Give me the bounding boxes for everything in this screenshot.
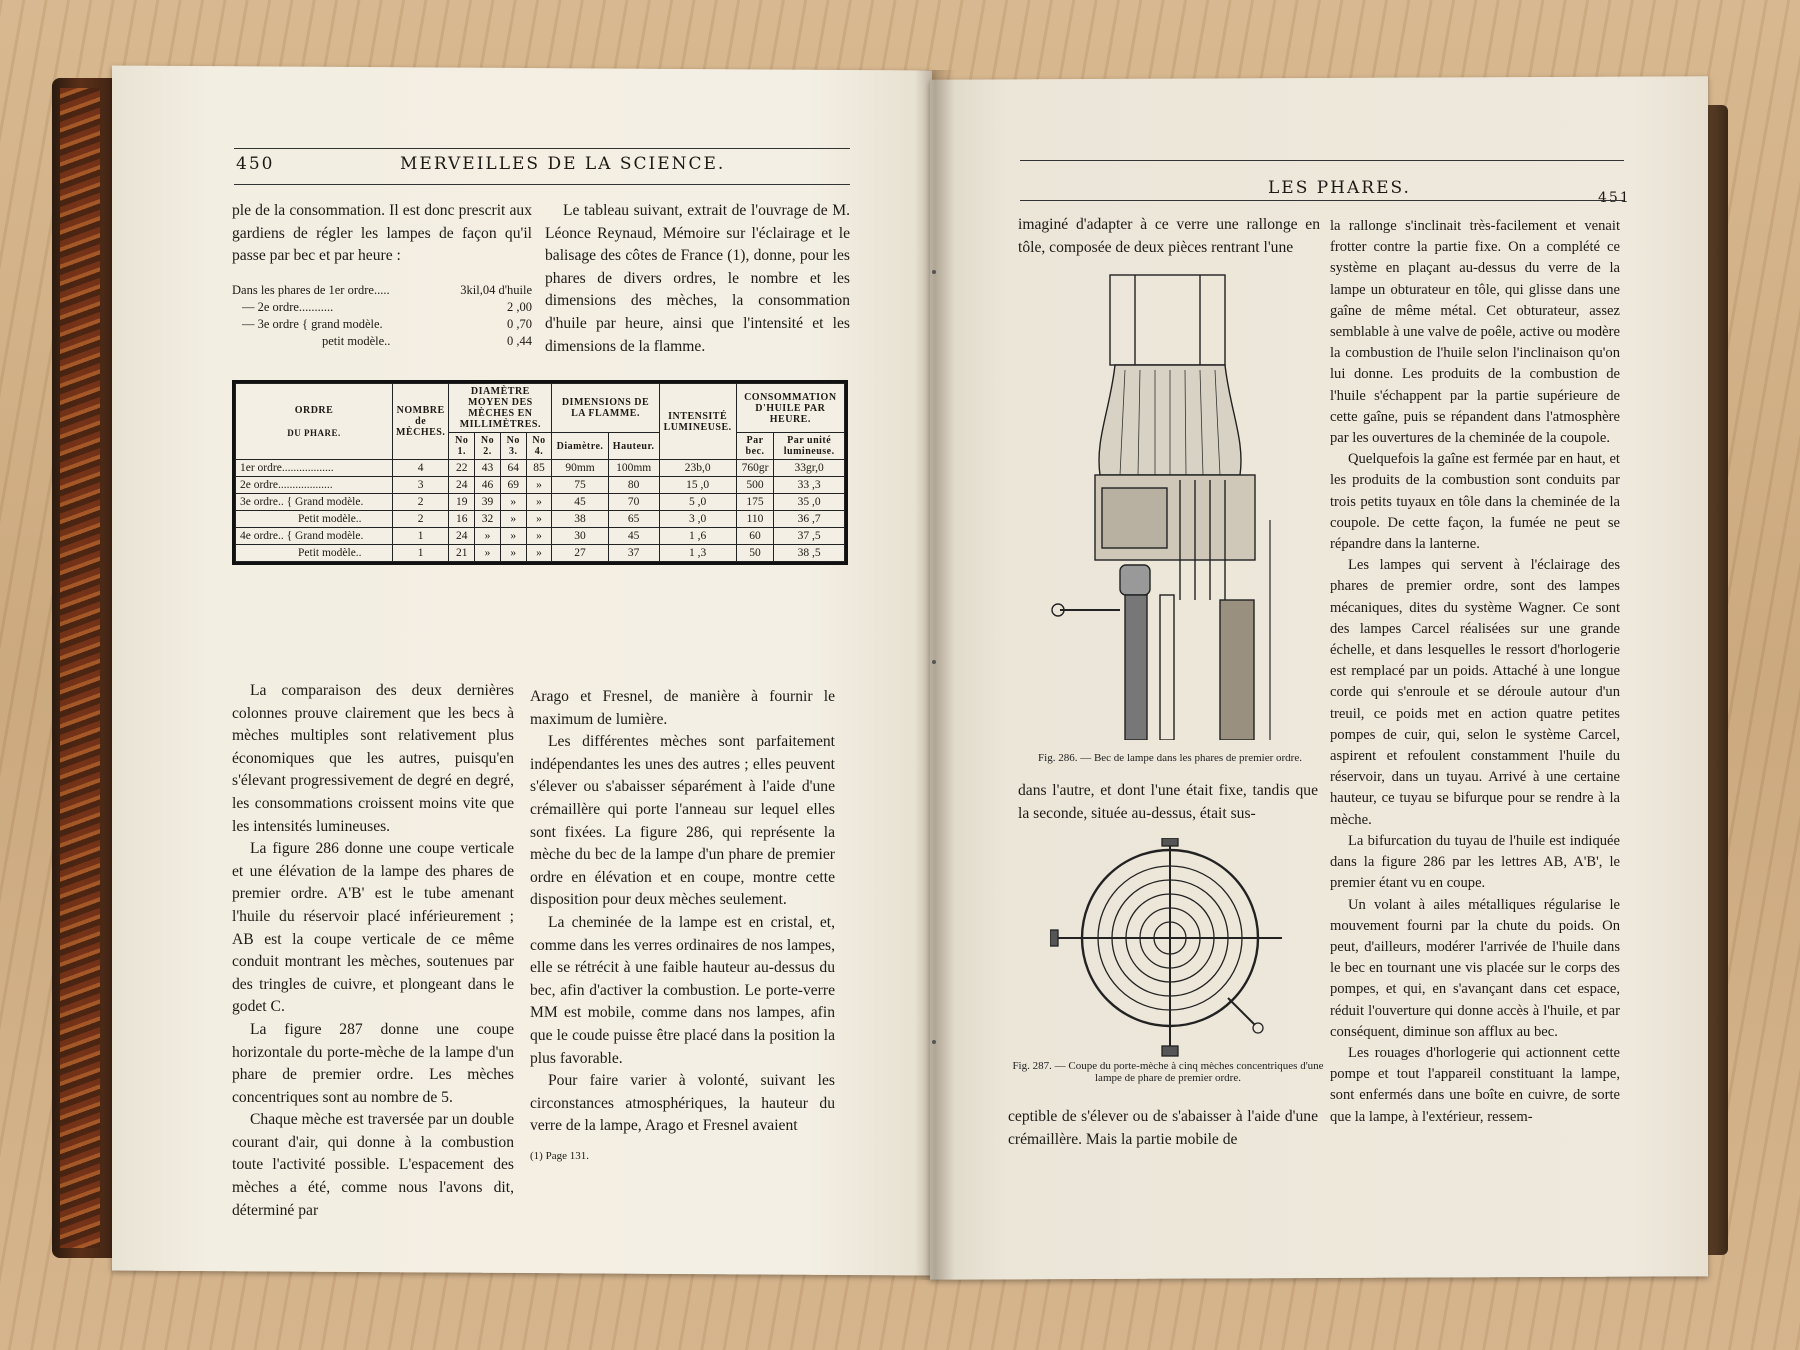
cell-hau: 65 [608, 511, 659, 528]
paragraph: dans l'autre, et dont l'une était fixe, tandis que la seconde, située au-dessus, était sus- [1018, 782, 1318, 822]
paragraph: ceptible de s'élever ou de s'abaisser à l'aide d'une crémaillère. Mais la partie mobile de [1008, 1108, 1318, 1148]
cell-unit: 33gr,0 [774, 460, 845, 477]
cell-d3: 69 [500, 477, 526, 494]
paragraph: Arago et Fresnel, de manière à fournir le maximum de lumière. [530, 688, 835, 728]
consumption-item: petit modèle.. 0 ,44 [322, 333, 532, 348]
row-label: 1er ordre.................. [236, 460, 393, 477]
cell-d4: » [526, 545, 552, 562]
binding-stitch [932, 660, 936, 664]
cell-d3: » [500, 494, 526, 511]
binding-stitch [932, 270, 936, 274]
row-label: 4e ordre.. { Grand modèle. [236, 528, 393, 545]
cell-d4: » [526, 528, 552, 545]
consumption-item: — 2e ordre........... 2 ,00 [242, 299, 532, 314]
cell-n: 4 [393, 460, 449, 477]
table-row [236, 460, 845, 477]
right-running-head: LES PHARES. [1268, 178, 1411, 198]
cell-hau: 70 [608, 494, 659, 511]
cell-int: 1 ,6 [659, 528, 736, 545]
cell-d1: 24 [449, 477, 475, 494]
consumption-item: — 3e ordre { grand modèle. 0 ,70 [242, 316, 532, 331]
cell-n: 1 [393, 528, 449, 545]
right-col-a-mid [1018, 780, 1318, 825]
paragraph: La cheminée de la lampe est en cristal, et, comme dans les verres ordinaires de nos lampes, elle se rétrécit à une faible hauteur au-dessus du bec, afin d'activer la combustion. Le porte-verre MM est mobile, comme dans nos lampes, afin que le coude puisse être placé dans la position la plus favorable. [530, 913, 835, 1067]
table-intro-paragraph: Le tableau suivant, extrait de l'ouvrage de M. Léonce Reynaud, Mémoire sur l'éclairage et le balisage des côtes de France (1), donne, pour les phares de divers ordres, le nombre et les dimensions des mèches, la consommation d'huile par heure, ainsi que l'intensité et les dimensions de la flamme. [545, 202, 850, 355]
right-head-rule-top [1020, 160, 1624, 161]
cell-dia: 38 [552, 511, 608, 528]
cell-int: 3 ,0 [659, 511, 736, 528]
cell-unit: 35 ,0 [774, 494, 845, 511]
col-head-parbec: Par bec. [736, 433, 774, 460]
cell-n: 3 [393, 477, 449, 494]
paragraph: Un volant à ailes métalliques régularise le mouvement fourni par la chute du poids. On peut, d'ailleurs, modérer l'arrivée de l'huile dans le bec en tournant une vis placée sur le corps des pompes, et qui, en s'avançant dans cet espace, réduit l'ouverture qui donne accès à l'huile, et par conséquent, diminue son afflux au bec. [1330, 896, 1620, 1040]
cell-bec: 50 [736, 545, 774, 562]
paragraph: Quelquefois la gaîne est fermée par en haut, et les produits de la combustion sont conduits par trois petits tuyaux en tôle dans la cheminée de la coupole. De cette façon, la fumée ne peut se répandre dans la lanterne. [1330, 451, 1620, 553]
paragraph: La comparaison des deux dernières colonnes prouve clairement que les becs à mèches multiples sont relativement plus économiques que les autres, puisqu'en s'élevant progressivement de degré en degré, les consommations croissent moins vite que les intensités lumineuses. [232, 682, 514, 835]
left-top-col-b [545, 200, 850, 358]
cell-int: 1 ,3 [659, 545, 736, 562]
cell-d4: » [526, 477, 552, 494]
col-head-n4: No 4. [526, 433, 552, 460]
cell-d3: 64 [500, 460, 526, 477]
marbled-edge [60, 88, 100, 1248]
col-head-diametre: DIAMÈTRE MOYEN DES MÈCHES EN MILLIMÈTRES. [449, 384, 552, 433]
cell-d2: 46 [475, 477, 501, 494]
cell-d2: 39 [475, 494, 501, 511]
lamp-data-table [232, 380, 848, 565]
cell-d1: 16 [449, 511, 475, 528]
cell-hau: 37 [608, 545, 659, 562]
figure-287-caption: Fig. 287. — Coupe du porte-mèche à cinq mèches concentriques d'une lampe de phare de premier ordre. [1012, 1060, 1324, 1084]
left-col-b [530, 686, 835, 1165]
cell-unit: 37 ,5 [774, 528, 845, 545]
paragraph: Pour faire varier à volonté, suivant les circonstances atmosphériques, la hauteur du verre de la lampe, Arago et Fresnel avaient [530, 1072, 835, 1135]
cell-hau: 80 [608, 477, 659, 494]
left-running-head: MERVEILLES DE LA SCIENCE. [400, 154, 726, 174]
row-label: Petit modèle.. [236, 511, 393, 528]
cell-dia: 90mm [552, 460, 608, 477]
row-label: 2e ordre................... [236, 477, 393, 494]
binding-stitch [932, 1040, 936, 1044]
left-head-rule-bottom [234, 184, 850, 185]
cell-d1: 24 [449, 528, 475, 545]
table-row [236, 511, 845, 528]
cell-dia: 27 [552, 545, 608, 562]
intro-paragraph: ple de la consommation. Il est donc prescrit aux gardiens de régler les lampes de façon qu'il passe par bec et par heure : [232, 202, 532, 265]
table-row [236, 528, 845, 545]
col-head-haut: Hauteur. [608, 433, 659, 460]
col-head-n3: No 3. [500, 433, 526, 460]
cell-d2: » [475, 528, 501, 545]
figure-286-lamp-burner [1040, 270, 1310, 740]
cell-n: 1 [393, 545, 449, 562]
figure-286-caption: Fig. 286. — Bec de lampe dans les phares de premier ordre. [1038, 752, 1302, 764]
col-head-parunite: Par unité lumineuse. [774, 433, 845, 460]
cell-d2: 32 [475, 511, 501, 528]
paragraph: La figure 287 donne une coupe horizontale du porte-mèche de la lampe d'un phare de premier ordre. Les mèches concentriques sont au nombre de 5. [232, 1020, 514, 1106]
book-gutter [915, 70, 955, 1280]
col-head-consommation: CONSOMMATION D'HUILE PAR HEURE. [736, 384, 844, 433]
cell-n: 2 [393, 511, 449, 528]
col-head-dimensions: DIMENSIONS DE LA FLAMME. [552, 384, 659, 433]
cell-dia: 30 [552, 528, 608, 545]
paragraph: Les lampes qui servent à l'éclairage des phares de premier ordre, sont des lampes mécaniques, dites du système Wagner. Ce sont des lampes Carcel réalisées sur une grande échelle, et dans lesquelles le ressort d'horlogerie est remplacé par un poids. Attaché à une longue corde qui s'enroule et se déroule autour d'un treuil, ce poids met en action quatre petites pompes de cuir, qui, selon le système Carcel, aspirent et refoulent constamment l'huile du réservoir, dans un tuyau. Arrivé à une certaine hauteur, ce tuyau se bifurque pour se rendre à la mèche. [1330, 557, 1620, 828]
cell-bec: 175 [736, 494, 774, 511]
table-row [236, 477, 845, 494]
cell-int: 5 ,0 [659, 494, 736, 511]
right-col-a-bottom [1008, 1106, 1318, 1151]
cell-int: 23b,0 [659, 460, 736, 477]
table-row [236, 494, 845, 511]
left-top-col-a [232, 200, 532, 350]
cell-d4: » [526, 511, 552, 528]
cell-unit: 36 ,7 [774, 511, 845, 528]
cell-unit: 33 ,3 [774, 477, 845, 494]
cell-d1: 19 [449, 494, 475, 511]
right-head-rule-bottom [1020, 200, 1624, 201]
cell-d4: 85 [526, 460, 552, 477]
cell-bec: 60 [736, 528, 774, 545]
paragraph: La bifurcation du tuyau de l'huile est indiquée dans la figure 286 par les lettres AB, A'B', le premier étant vu en coupe. [1330, 832, 1620, 892]
paragraph: Les rouages d'horlogerie qui actionnent cette pompe et tout l'appareil constituant la lampe, sont enfermés dans une boîte en cuivre, de sorte que la lampe, à l'extérieur, ressem- [1330, 1044, 1620, 1125]
left-head-rule-top [234, 148, 850, 149]
paragraph: Les différentes mèches sont parfaitement indépendantes les unes des autres ; elles peuvent s'élever ou s'abaisser séparément à l'aide d'une crémaillère qui porte l'anneau sur lequel elles sont fixées. La figure 286, qui représente la mèche du bec de la lampe d'un phare de premier ordre en élévation et en coupe, montre cette disposition pour deux mèches seulement. [530, 733, 835, 909]
cell-n: 2 [393, 494, 449, 511]
cell-dia: 75 [552, 477, 608, 494]
cell-bec: 110 [736, 511, 774, 528]
cell-d3: » [500, 545, 526, 562]
row-label: 3e ordre.. { Grand modèle. [236, 494, 393, 511]
cell-d1: 22 [449, 460, 475, 477]
cell-d4: » [526, 494, 552, 511]
figure-287-wick-holder [1050, 838, 1290, 1058]
cell-d3: » [500, 528, 526, 545]
cell-bec: 760gr [736, 460, 774, 477]
cell-d1: 21 [449, 545, 475, 562]
consumption-item: Dans les phares de 1er ordre..... 3kil,04 d'huile [232, 282, 532, 297]
left-col-a [232, 680, 514, 1222]
paragraph: La figure 286 donne une coupe verticale et une élévation de la lampe des phares de premier ordre. A'B' est le tube amenant l'huile du réservoir placé inférieurement ; AB est la coupe verticale de ce même conduit montrant les mèches, soutenues par des tringles de cuivre, et plongeant dans le godet C. [232, 840, 514, 1016]
col-head-ordre: ORDRE DU PHARE. [236, 384, 393, 460]
right-page-number: 451 [1598, 190, 1631, 206]
cell-dia: 45 [552, 494, 608, 511]
left-page-number: 450 [236, 154, 275, 174]
footnote: (1) Page 131. [530, 1149, 589, 1162]
col-head-intensite: INTENSITÉ LUMINEUSE. [659, 384, 736, 460]
paragraph: Chaque mèche est traversée par un double courant d'air, qui donne à la combustion toute l'activité possible. L'espacement des mèches a été, comme nous l'avons dit, déterminé par [232, 1111, 514, 1219]
cell-hau: 100mm [608, 460, 659, 477]
paragraph: la rallonge s'inclinait très-facilement et venait frotter contre la partie fixe. On a complété ce système en plaçant au-dessus du verre de la lampe un obturateur en tôle, qui glisse dans une gaîne de même métal. Cet obturateur, assez semblable à une valve de poêle, active ou modère la combustion de l'huile selon l'inclinaison qu'on lui donne. Les produits de la combustion de l'huile s'échappent par la partie supérieure de cette gaîne, puis se répandent dans l'atmosphère par les ouvertures de la cheminée de la coupole. [1330, 218, 1620, 447]
row-label: Petit modèle.. [236, 545, 393, 562]
cell-int: 15 ,0 [659, 477, 736, 494]
table-row [236, 545, 845, 562]
cell-unit: 38 ,5 [774, 545, 845, 562]
cell-d3: » [500, 511, 526, 528]
cell-hau: 45 [608, 528, 659, 545]
cell-d2: » [475, 545, 501, 562]
paragraph: imaginé d'adapter à ce verre une rallonge en tôle, composée de deux pièces rentrant l'une [1018, 216, 1320, 256]
right-col-b [1330, 216, 1620, 1128]
col-head-diam: Diamètre. [552, 433, 608, 460]
col-head-n2: No 2. [475, 433, 501, 460]
col-head-n1: No 1. [449, 433, 475, 460]
right-col-a-top [1018, 214, 1320, 259]
cell-bec: 500 [736, 477, 774, 494]
consumption-list [232, 282, 532, 350]
cell-d2: 43 [475, 460, 501, 477]
col-head-nombre: NOMBRE de MÈCHES. [393, 384, 449, 460]
